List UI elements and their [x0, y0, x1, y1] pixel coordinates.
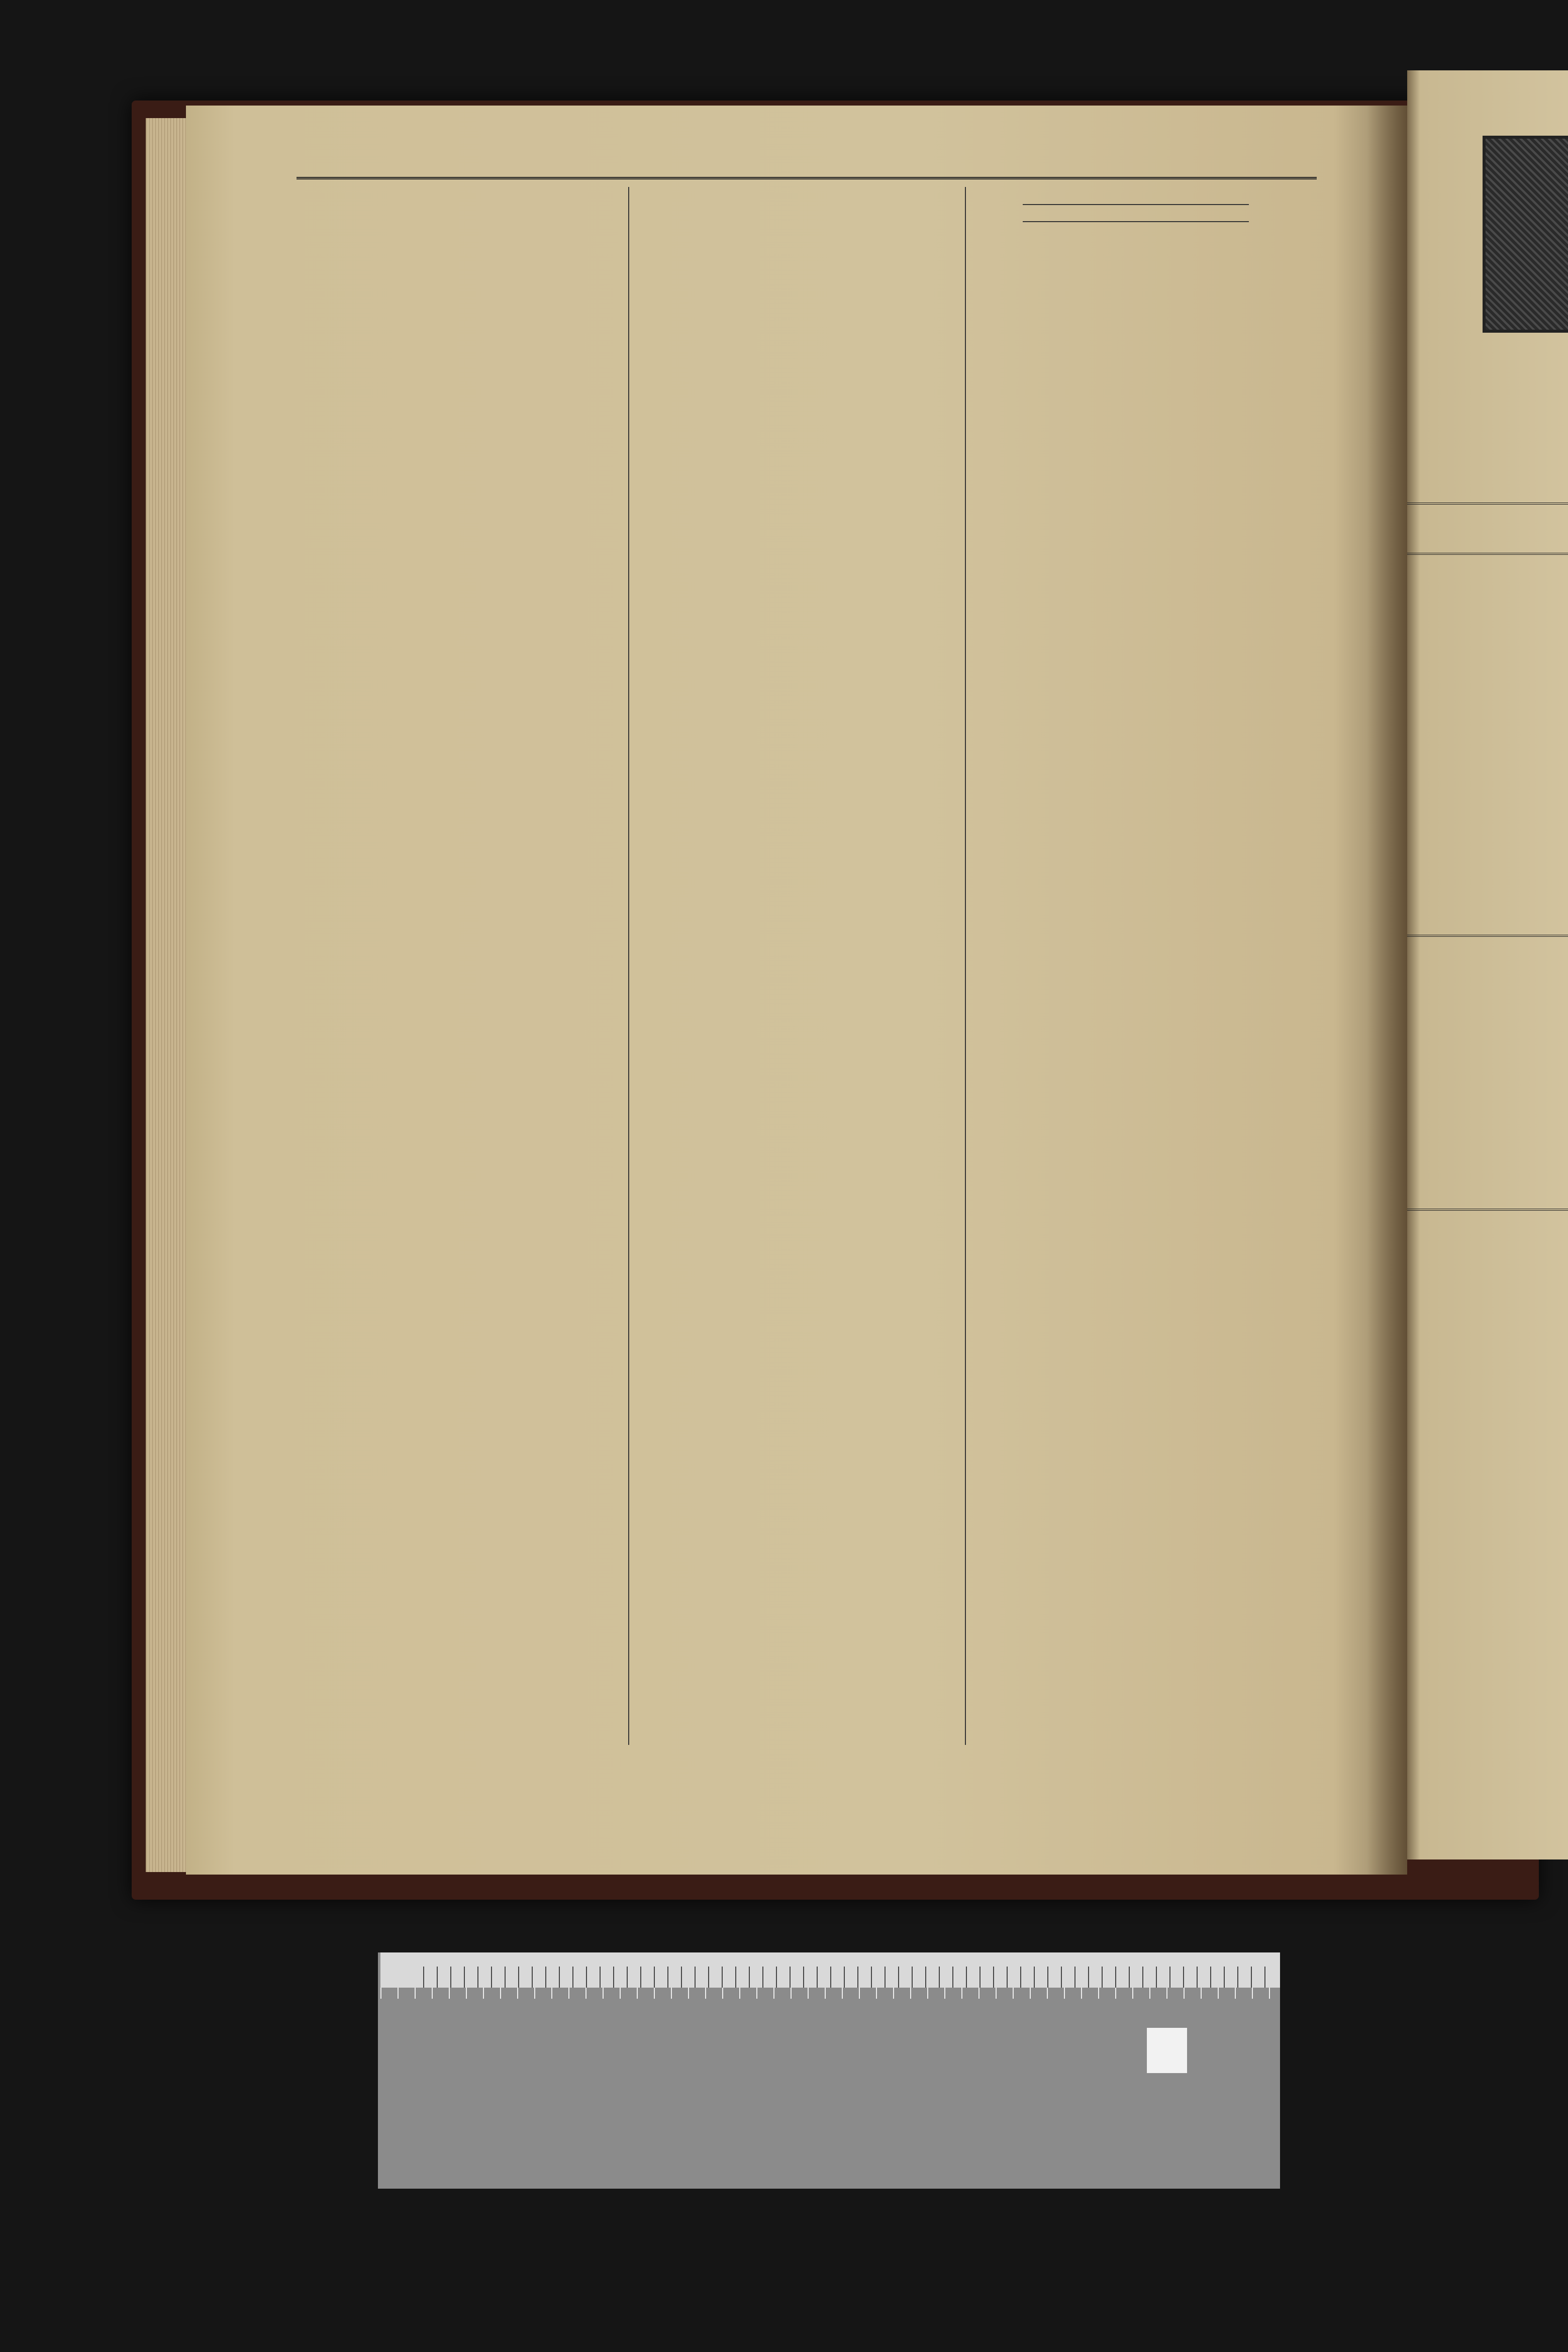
section-rule — [1407, 935, 1568, 937]
ruler-ticks — [423, 1967, 1278, 1988]
colour-chart — [378, 1952, 1280, 2189]
masthead-rule — [1407, 503, 1568, 505]
page-stack — [146, 118, 191, 1872]
masthead-rule — [1407, 553, 1568, 555]
column-3 — [977, 196, 1294, 232]
column-2 — [641, 196, 957, 200]
divider — [1023, 204, 1249, 205]
section-rule — [1407, 1209, 1568, 1211]
swatch-labels — [380, 2050, 1280, 2071]
column-rule-2 — [965, 187, 966, 1745]
swatch-row-dark — [380, 2141, 1280, 2189]
ruler-cm-ticks — [380, 1988, 1280, 1999]
header-rule — [297, 177, 1317, 179]
column-1 — [297, 196, 613, 214]
divider — [1023, 221, 1249, 222]
right-page — [1407, 70, 1568, 1859]
masthead-ornament — [1483, 136, 1568, 333]
left-page — [186, 106, 1407, 1875]
book-gutter — [1367, 106, 1407, 1875]
swatch-row-light — [380, 2071, 1280, 2141]
column-rule-1 — [628, 187, 629, 1745]
